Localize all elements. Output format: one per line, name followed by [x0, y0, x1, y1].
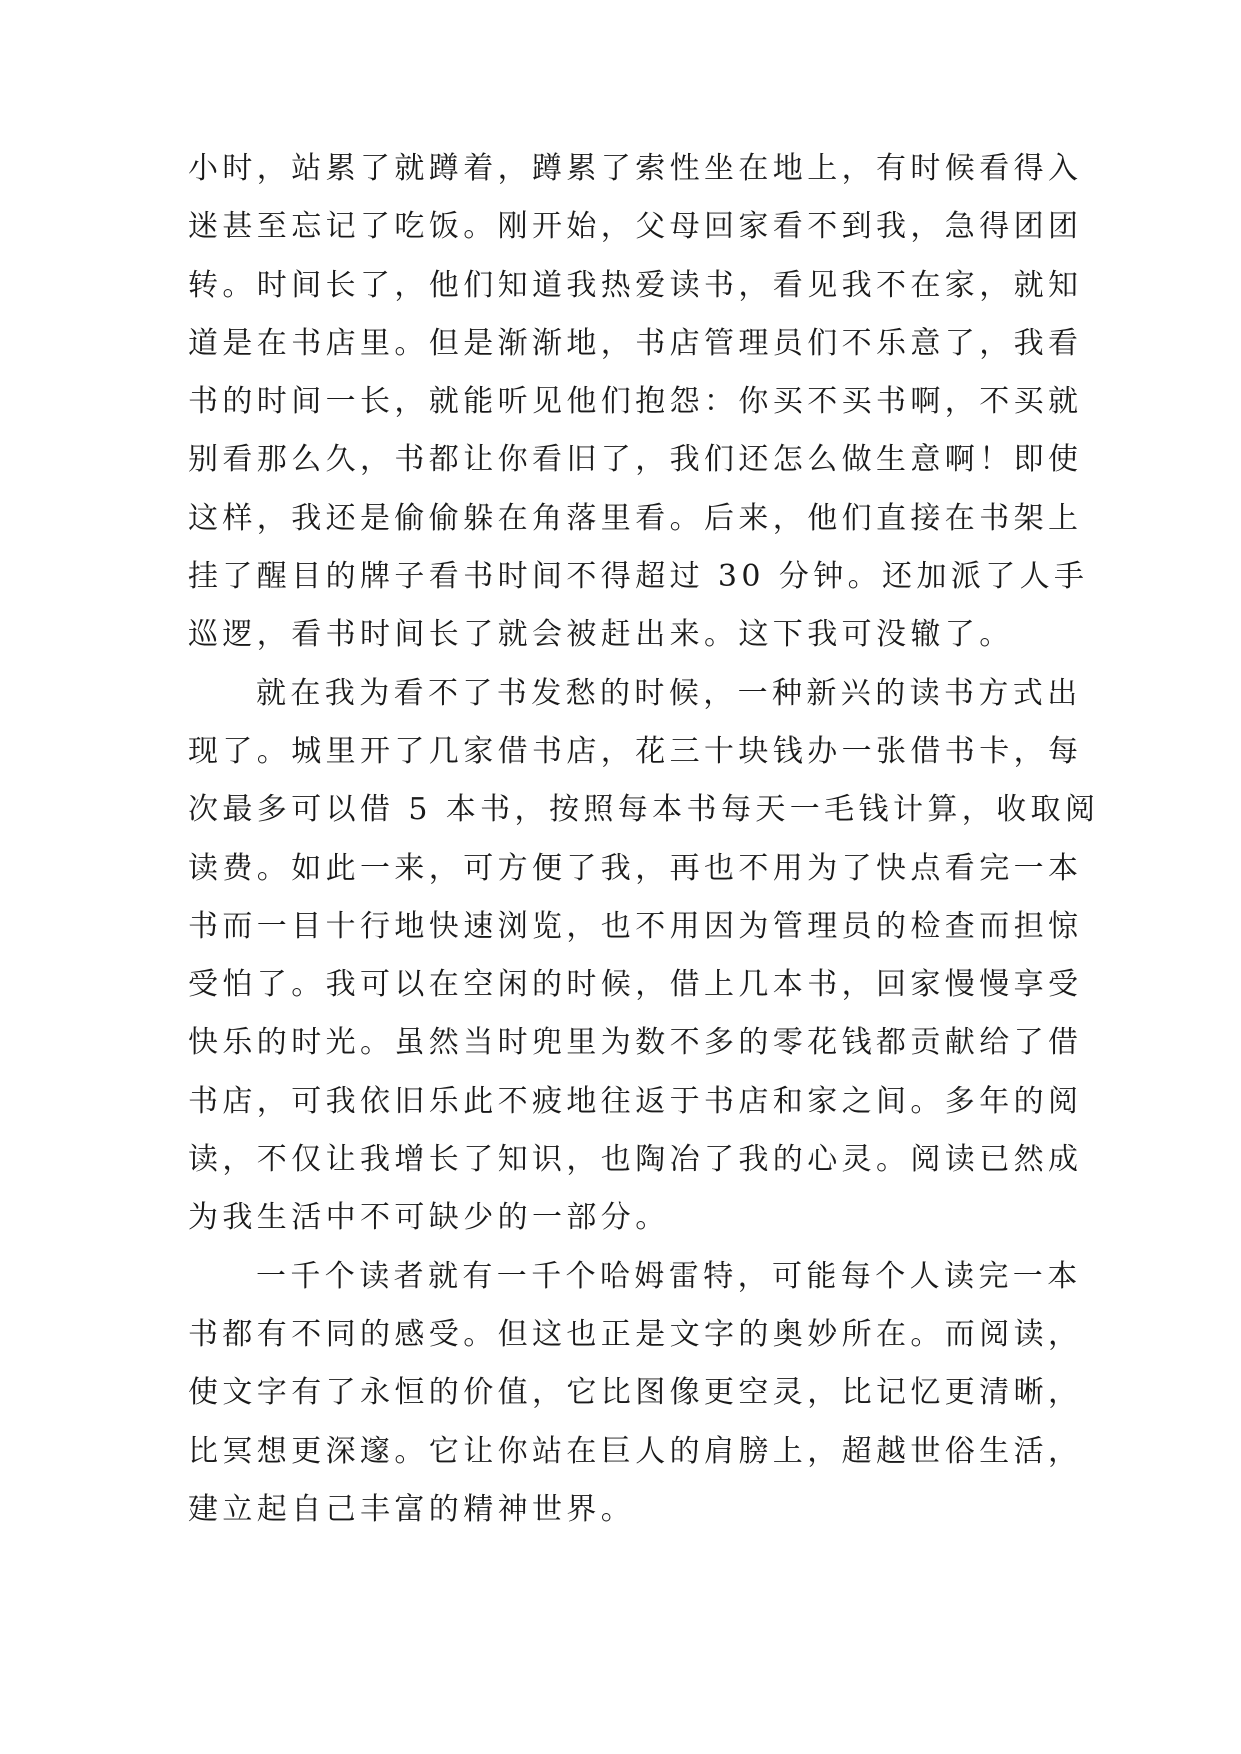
body-text: [188, 151, 1100, 1553]
text-line: 次最多可以借 5 本书，按照每本书每天一毛钱计算，收取阅: [188, 792, 1100, 828]
text-line: 建立起自己丰富的精神世界。: [188, 1491, 636, 1527]
text-line: 就在我为看不了书发愁的时候，一种新兴的读书方式出: [256, 675, 1082, 711]
text-line: 读，不仅让我增长了知识，也陶冶了我的心灵。阅读已然成: [188, 1142, 1083, 1178]
text-line: 迷甚至忘记了吃饭。刚开始，父母回家看不到我，急得团团: [188, 209, 1083, 245]
text-line: 这样，我还是偷偷躲在角落里看。后来，他们直接在书架上: [188, 500, 1083, 536]
text-line: 道是在书店里。但是渐渐地，书店管理员们不乐意了，我看: [188, 325, 1083, 361]
paragraph: [188, 675, 1100, 1262]
text-line: 使文字有了永恒的价值，它比图像更空灵，比记忆更清晰，: [188, 1375, 1083, 1411]
text-line: 比冥想更深邃。它让你站在巨人的肩膀上，超越世俗生活，: [188, 1433, 1083, 1469]
text-line: 巡逻，看书时间长了就会被赶出来。这下我可没辙了。: [188, 617, 1014, 653]
text-line: 书都有不同的感受。但这也正是文字的奥妙所在。而阅读，: [188, 1316, 1083, 1352]
text-line: 书而一目十行地快速浏览，也不用因为管理员的检查而担惊: [188, 908, 1083, 944]
text-line: 读费。如此一来，可方便了我，再也不用为了快点看完一本: [188, 850, 1083, 886]
text-line: 一千个读者就有一千个哈姆雷特，可能每个人读完一本: [256, 1258, 1082, 1294]
text-line: 受怕了。我可以在空闲的时候，借上几本书，回家慢慢享受: [188, 967, 1083, 1003]
text-line: 别看那么久，书都让你看旧了，我们还怎么做生意啊！即使: [188, 442, 1083, 478]
text-line: 快乐的时光。虽然当时兜里为数不多的零花钱都贡献给了借: [188, 1025, 1083, 1061]
text-line: 小时，站累了就蹲着，蹲累了索性坐在地上，有时候看得入: [188, 151, 1083, 186]
paragraph: [188, 151, 1089, 679]
paragraph: [188, 1258, 1083, 1553]
text-line: 书店，可我依旧乐此不疲地往返于书店和家之间。多年的阅: [188, 1083, 1083, 1119]
text-line: 挂了醒目的牌子看书时间不得超过 30 分钟。还加派了人手: [188, 559, 1089, 595]
text-line: 转。时间长了，他们知道我热爱读书，看见我不在家，就知: [188, 267, 1083, 303]
text-line: 现了。城里开了几家借书店，花三十块钱办一张借书卡，每: [188, 733, 1083, 769]
text-line: 为我生活中不可缺少的一部分。: [188, 1200, 670, 1236]
text-line: 书的时间一长，就能听见他们抱怨：你买不买书啊，不买就: [188, 384, 1083, 420]
